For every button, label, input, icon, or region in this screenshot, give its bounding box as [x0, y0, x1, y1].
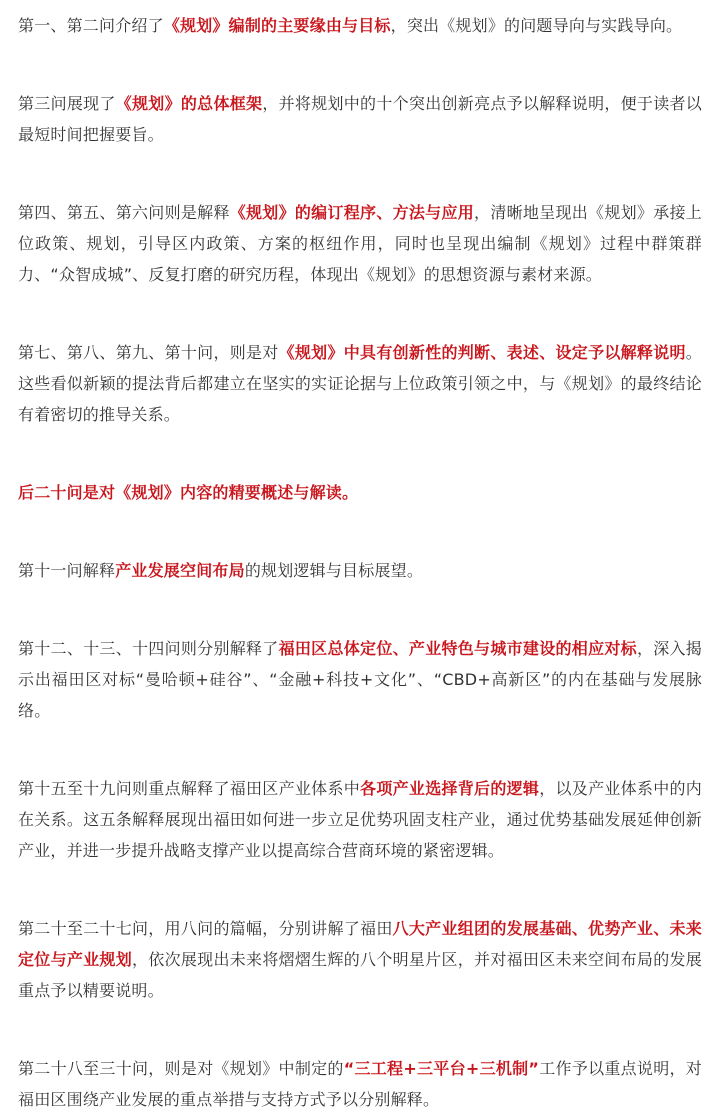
highlight-span: 福田区总体定位、产业特色与城市建设的相应对标: [278, 639, 637, 658]
paragraph-q20-q27: [18, 913, 702, 1006]
text-span: 第一、第二问介绍了: [18, 16, 164, 35]
paragraph-q3: [18, 88, 702, 150]
text-span: ，以及产业体系中的内在关系。这五条解释展现出福田如何进一步立足优势巩固支柱产业，通过优势基础发展延伸创新产业，并进一步提升战略支撑产业以提高综合营商环境的紧密逻辑。: [18, 779, 703, 860]
text-span: 第四、第五、第六问则是解释: [18, 203, 230, 222]
paragraph-q15-q19: [18, 773, 702, 866]
text-span: 工作予以重点说明，对福田区围绕产业发展的重点举措与支持方式予以分别解释。: [18, 1059, 702, 1109]
text-span: ，依次展现出未来将熠熠生辉的八个明星片区，并对福田区未来空间布局的发展重点予以精要说明。: [18, 950, 702, 1000]
text-span: 第二十至二十七问，用八问的篇幅，分别讲解了福田: [18, 919, 393, 938]
highlight-span: 《规划》的总体框架: [115, 94, 263, 113]
paragraph-q7-q10: [18, 337, 702, 430]
text-span: 。这些看似新颖的提法背后都建立在坚实的实证论据与上位政策引领之中，与《规划》的最终结论有着密切的推导关系。: [18, 343, 702, 424]
text-span: 第十一问解释: [18, 561, 116, 580]
text-span: ，深入揭示出福田区对标“曼哈顿+硅谷”、“金融+科技+文化”、“CBD+高新区”的内在基础与发展脉络。: [18, 639, 702, 720]
highlight-span: 后二十问是对《规划》内容的精要概述与解读。: [18, 483, 359, 502]
highlight-span: 《规划》编制的主要缘由与目标: [163, 16, 391, 35]
text-span: 第七、第八、第九、第十问，则是对: [18, 343, 279, 362]
text-span: 的规划逻辑与目标展望。: [244, 561, 424, 580]
highlight-span: 各项产业选择背后的逻辑: [360, 779, 540, 798]
text-span: 第三问展现了: [18, 94, 116, 113]
text-span: ，突出《规划》的问题导向与实践导向。: [390, 16, 683, 35]
text-span: 第十五至十九问则重点解释了福田区产业体系中: [18, 779, 361, 798]
highlight-span: 《规划》的编订程序、方法与应用: [229, 203, 475, 222]
text-span: ，清晰地呈现出《规划》承接上位政策、规划，引导区内政策、方案的枢纽作用，同时也呈现出编制《规划》过程中群策群力、“众智成城”、反复打磨的研究历程，体现出《规划》的思想资源与素材来源。: [18, 203, 702, 284]
highlight-span: 产业发展空间布局: [115, 561, 245, 580]
text-span: 第十二、十三、十四问则分别解释了: [18, 639, 279, 658]
paragraph-last-twenty-heading: [18, 477, 702, 508]
paragraph-q4-q6: [18, 197, 702, 290]
highlight-span: 八大产业组团的发展基础、优势产业、未来定位与产业规划: [18, 919, 702, 969]
highlight-span: “三工程+三平台+三机制”: [343, 1059, 540, 1078]
paragraph-q11: [18, 555, 702, 586]
paragraph-q28-q30: [18, 1053, 702, 1115]
highlight-span: 《规划》中具有创新性的判断、表述、设定予以解释说明: [278, 343, 686, 362]
paragraph-q1-q2: [18, 10, 702, 41]
paragraph-q12-q14: [18, 633, 702, 726]
text-span: ，并将规划中的十个突出创新亮点予以解释说明，便于读者以最短时间把握要旨。: [18, 94, 702, 144]
text-span: 第二十八至三十问，则是对《规划》中制定的: [18, 1059, 344, 1078]
